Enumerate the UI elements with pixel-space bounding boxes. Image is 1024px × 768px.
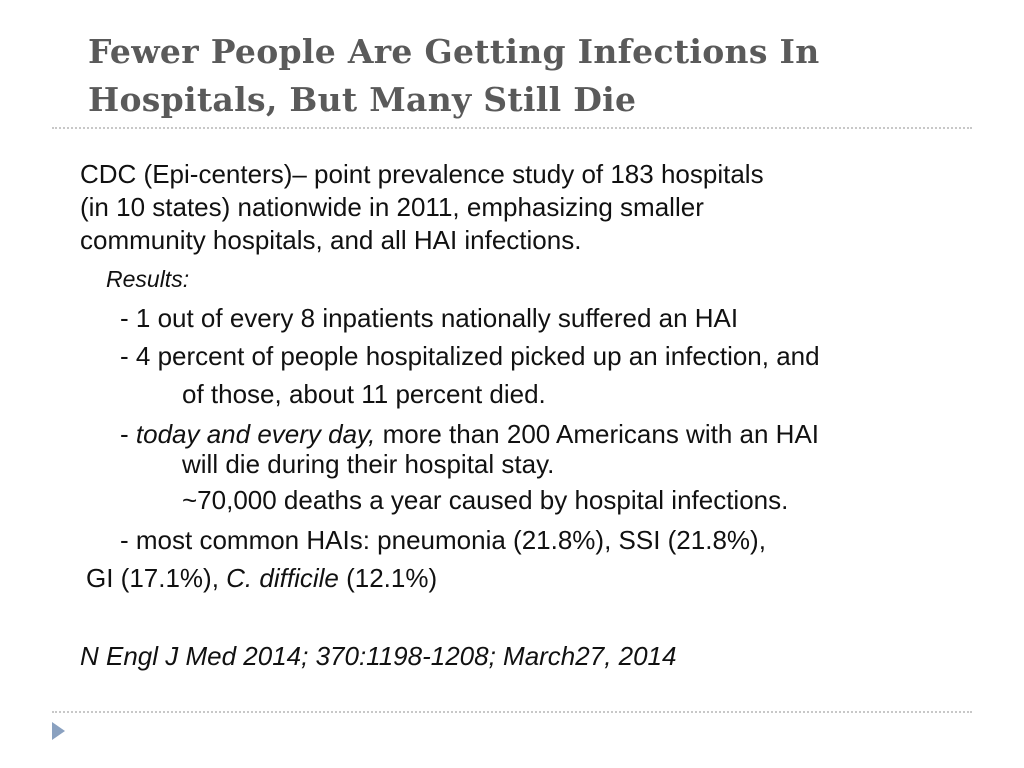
slide-title-line-1: Fewer People Are Getting Infections In (88, 32, 820, 71)
slide-title-line-2: Hospitals, But Many Still Die (88, 80, 637, 119)
citation: N Engl J Med 2014; 370:1198-1208; March27, 2014 (80, 641, 677, 671)
triangle-right-icon (52, 722, 65, 740)
slide-title (88, 28, 988, 124)
bullet-common-hais-continued (86, 562, 437, 594)
bullet-daily-deaths (120, 418, 819, 450)
bullet-infection-percent-continued: of those, about 11 percent died. (182, 379, 546, 409)
c-difficile-label: C. difficile (226, 563, 339, 593)
bullet-inpatients: - 1 out of every 8 inpatients nationally suffered an HAI (120, 303, 739, 333)
gi-rate: GI (17.1%), (86, 563, 227, 593)
bullet-infection-percent: - 4 percent of people hospitalized picked up an infection, and (120, 341, 820, 371)
bullet-daily-deaths-emphasis: today and every day, (135, 419, 376, 449)
bullet-daily-deaths-rest: more than 200 Americans with an HAI (375, 419, 820, 449)
intro-paragraph (80, 158, 960, 257)
bottom-divider (52, 711, 972, 713)
bullet-daily-deaths-continued: will die during their hospital stay. (182, 449, 555, 479)
top-divider (52, 127, 972, 129)
intro-line-2: (in 10 states) nationwide in 2011, emphasizing smaller (80, 192, 704, 222)
annual-deaths-note: ~70,000 deaths a year caused by hospital infections. (182, 485, 789, 515)
intro-line-3: community hospitals, and all HAI infections. (80, 225, 582, 255)
results-label: Results: (106, 266, 190, 292)
bullet-common-hais: - most common HAIs: pneumonia (21.8%), SSI (21.8%), (120, 525, 766, 555)
intro-line-1: CDC (Epi-centers)– point prevalence study of 183 hospitals (80, 159, 764, 189)
c-difficile-rate: (12.1%) (338, 563, 438, 593)
bullet-daily-deaths-prefix: - (120, 419, 136, 449)
